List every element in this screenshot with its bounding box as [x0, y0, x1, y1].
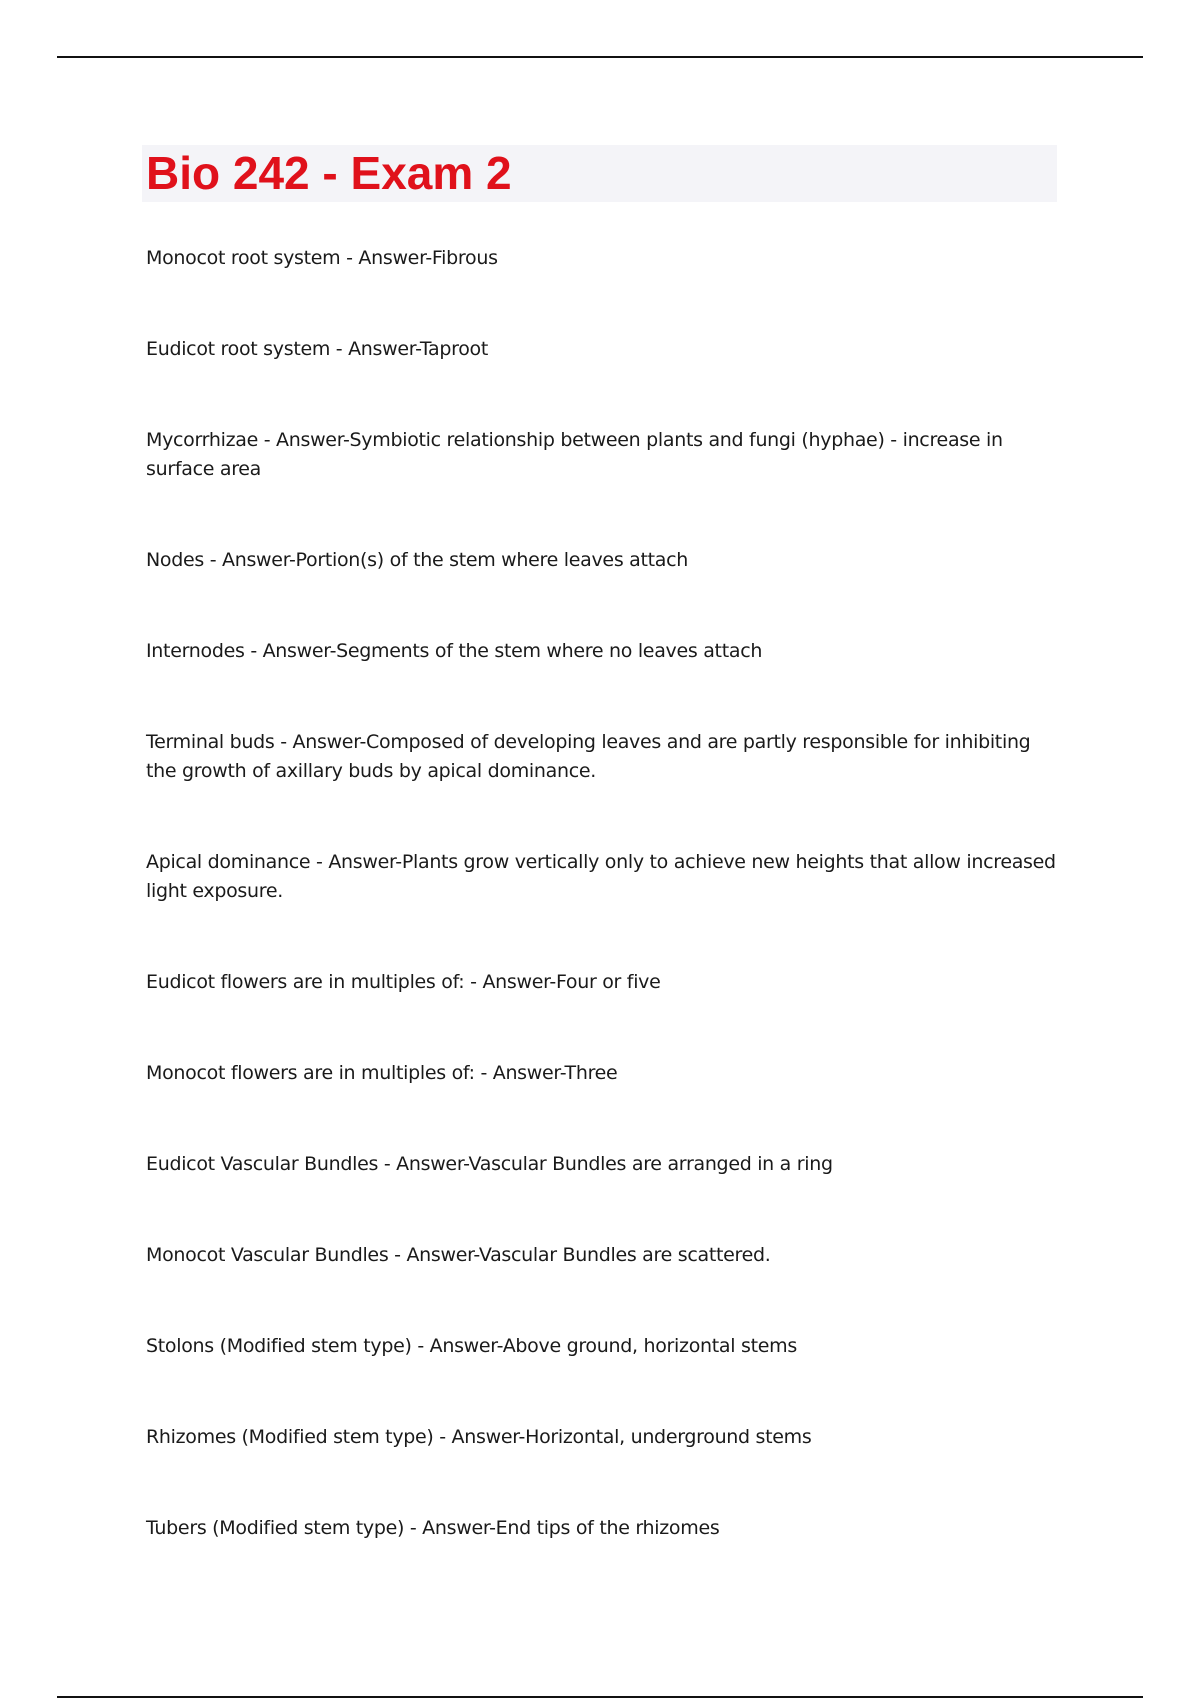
qa-item: Eudicot root system - Answer-Taproot — [146, 338, 489, 360]
qa-item: Rhizomes (Modified stem type) - Answer-Horizontal, underground stems — [146, 1426, 812, 1448]
bottom-rule — [57, 1696, 1143, 1698]
qa-item: Terminal buds - Answer-Composed of developing leaves and are partly responsible for inhibiting the growth of axillary buds by apical dominance. — [146, 731, 1031, 782]
qa-item: Monocot root system - Answer-Fibrous — [146, 247, 498, 269]
qa-item: Eudicot flowers are in multiples of: - Answer-Four or five — [146, 971, 661, 993]
qa-item: Apical dominance - Answer-Plants grow vertically only to achieve new heights that allow increased light exposure. — [146, 851, 1056, 902]
qa-item: Mycorrhizae - Answer-Symbiotic relationship between plants and fungi (hyphae) - increase in surface area — [146, 429, 1003, 480]
qa-item: Stolons (Modified stem type) - Answer-Above ground, horizontal stems — [146, 1335, 797, 1357]
top-rule — [57, 56, 1143, 58]
qa-item: Eudicot Vascular Bundles - Answer-Vascular Bundles are arranged in a ring — [146, 1153, 833, 1175]
qa-item: Internodes - Answer-Segments of the stem where no leaves attach — [146, 640, 763, 662]
qa-list — [146, 244, 1056, 1543]
qa-item: Nodes - Answer-Portion(s) of the stem where leaves attach — [146, 549, 689, 571]
page-title: Bio 242 - Exam 2 — [146, 147, 512, 199]
qa-item: Monocot Vascular Bundles - Answer-Vascular Bundles are scattered. — [146, 1244, 771, 1266]
qa-item: Tubers (Modified stem type) - Answer-End tips of the rhizomes — [146, 1517, 720, 1539]
qa-item: Monocot flowers are in multiples of: - Answer-Three — [146, 1062, 618, 1084]
